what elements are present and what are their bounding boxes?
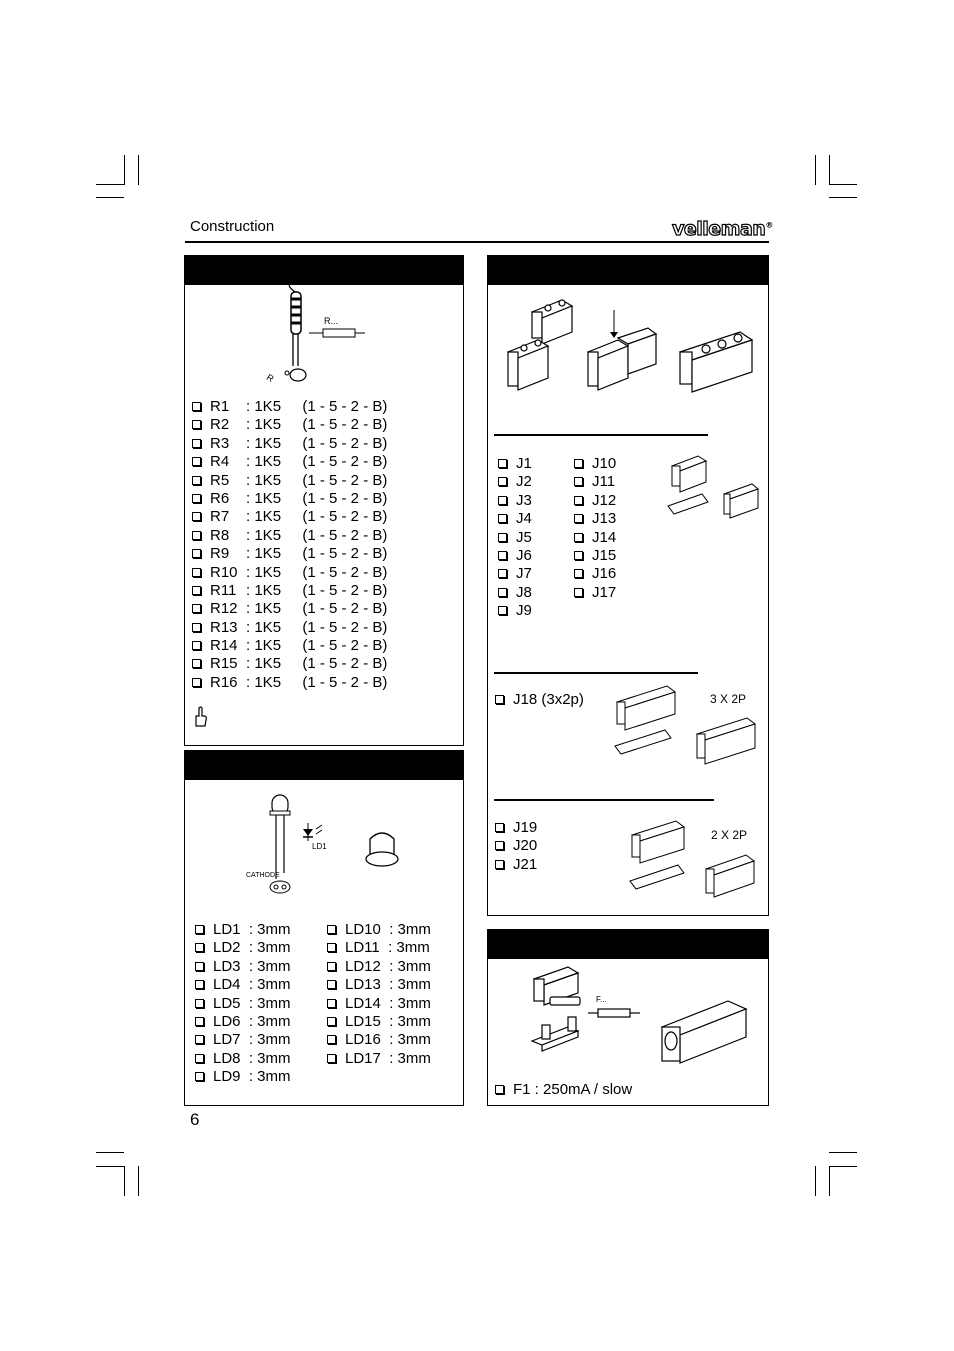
list-item	[192, 435, 387, 453]
checkbox[interactable]	[327, 943, 336, 952]
checkbox[interactable]	[195, 1072, 204, 1081]
checkbox[interactable]	[195, 943, 204, 952]
resistor-label-rotated: R	[264, 372, 276, 384]
page-number: 6	[190, 1110, 200, 1129]
checkbox[interactable]	[327, 1054, 336, 1063]
resistor-ref: R7	[210, 508, 234, 526]
crop-mark	[96, 1166, 124, 1167]
list-item	[192, 674, 387, 692]
checkbox[interactable]	[574, 533, 583, 542]
list-item	[192, 508, 387, 526]
led-panel	[184, 750, 464, 1106]
list-item	[574, 529, 616, 547]
resistor-value: 1K5	[254, 398, 282, 415]
checkbox[interactable]	[195, 999, 204, 1008]
led-list-col2	[327, 921, 431, 1068]
terminal-item: J17	[592, 583, 617, 601]
checkbox[interactable]	[195, 1035, 204, 1044]
fuse-panel	[487, 929, 769, 1106]
resistor-list	[192, 398, 387, 692]
terminal-item: J5	[516, 528, 532, 546]
resistor-value: 1K5	[254, 453, 282, 471]
led-item: LD5 : 3mm	[213, 994, 291, 1012]
list-item	[192, 582, 387, 600]
resistor-color-code: (1 - 5 - 2 - B)	[302, 416, 388, 434]
list-item	[192, 655, 387, 673]
section-divider	[494, 799, 714, 801]
panel-header-bar	[185, 256, 463, 285]
terminal-item: J3	[516, 491, 532, 509]
cathode-label: CATHODE	[246, 872, 280, 879]
list-item	[192, 416, 387, 434]
list-item	[327, 958, 431, 976]
led-label: LD1	[312, 842, 327, 851]
resistor-value: 1K5	[254, 508, 282, 526]
list-item	[574, 584, 616, 602]
checkbox[interactable]	[498, 514, 507, 523]
terminal-item: J11	[592, 473, 616, 491]
resistor-color-code: (1 - 5 - 2 - B)	[302, 508, 388, 526]
separator: :	[246, 673, 255, 691]
list-item	[498, 565, 532, 583]
checkbox[interactable]	[495, 823, 504, 832]
list-item	[498, 492, 532, 510]
terminal-item: J16	[592, 565, 617, 583]
resistor-ref: R16	[210, 673, 238, 691]
resistor-color-code: (1 - 5 - 2 - B)	[302, 637, 388, 655]
terminal-mount-diagram	[668, 452, 763, 527]
list-item	[495, 819, 537, 837]
list-item	[574, 510, 616, 528]
panel-header-bar	[185, 751, 463, 780]
checkbox[interactable]	[192, 512, 201, 521]
checkbox[interactable]	[574, 569, 583, 578]
resistor-value: 1K5	[254, 434, 282, 452]
section-divider	[494, 434, 708, 436]
resistor-ref: R15	[210, 655, 238, 673]
j19-note: 2 X 2P	[711, 828, 748, 842]
checkbox[interactable]	[192, 568, 201, 577]
panel-header-bar	[488, 256, 768, 285]
list-item	[192, 545, 387, 563]
terminal-panel	[487, 255, 769, 916]
checkbox[interactable]	[192, 623, 201, 632]
list-item	[327, 995, 431, 1013]
header-divider	[185, 241, 769, 243]
list-item	[498, 584, 532, 602]
crop-mark	[829, 155, 830, 185]
separator: :	[246, 453, 255, 471]
led-item: LD9 : 3mm	[213, 1068, 291, 1086]
resistor-ref: R1	[210, 398, 234, 415]
resistor-ref: R8	[210, 526, 234, 544]
list-item	[192, 398, 387, 416]
separator: :	[246, 398, 255, 415]
list-item	[495, 837, 537, 855]
separator: :	[246, 563, 255, 581]
checkbox[interactable]	[327, 1017, 336, 1026]
checkbox[interactable]	[574, 514, 583, 523]
checkbox[interactable]	[495, 860, 504, 869]
checkbox[interactable]	[498, 459, 507, 468]
list-item	[327, 1050, 431, 1068]
checkbox[interactable]	[192, 678, 201, 687]
checkbox[interactable]	[574, 588, 583, 597]
checkbox[interactable]	[192, 402, 201, 411]
led-diagram	[240, 783, 410, 898]
resistor-color-code: (1 - 5 - 2 - B)	[302, 434, 388, 452]
checkbox[interactable]	[574, 477, 583, 486]
crop-mark	[96, 1152, 124, 1153]
list-item	[195, 995, 291, 1013]
checkbox[interactable]	[192, 549, 201, 558]
fuse-diagram	[528, 965, 758, 1070]
checkbox[interactable]	[498, 496, 507, 505]
resistor-color-code: (1 - 5 - 2 - B)	[302, 398, 388, 415]
led-item: LD7 : 3mm	[213, 1031, 291, 1049]
checkbox[interactable]	[327, 962, 336, 971]
led-item: LD14 : 3mm	[345, 994, 431, 1012]
resistor-diagram	[265, 286, 375, 391]
crop-mark	[829, 197, 857, 198]
list-item	[195, 1050, 291, 1068]
checkbox[interactable]	[192, 604, 201, 613]
led-item: LD1 : 3mm	[213, 921, 291, 938]
list-item	[327, 939, 431, 957]
terminal-item: J14	[592, 528, 617, 546]
resistor-ref: R13	[210, 618, 238, 636]
resistor-color-code: (1 - 5 - 2 - B)	[302, 655, 388, 673]
fuse-label: F...	[596, 995, 607, 1004]
led-list-col1	[195, 921, 291, 1087]
checkbox[interactable]	[195, 925, 204, 934]
separator: :	[246, 489, 255, 507]
resistor-color-code: (1 - 5 - 2 - B)	[302, 600, 388, 618]
checkbox[interactable]	[574, 496, 583, 505]
list-item	[327, 976, 431, 994]
checkbox[interactable]	[498, 606, 507, 615]
resistor-value: 1K5	[254, 545, 282, 563]
resistor-ref: R2	[210, 416, 234, 434]
resistor-value: 1K5	[254, 581, 282, 599]
checkbox[interactable]	[498, 477, 507, 486]
resistor-value: 1K5	[254, 489, 282, 507]
terminal-item: J1	[516, 455, 532, 472]
crop-mark	[96, 197, 124, 198]
j19-21-list	[495, 819, 537, 874]
separator: :	[246, 508, 255, 526]
j18-list	[495, 691, 584, 709]
checkbox[interactable]	[498, 588, 507, 597]
terminal-item: J13	[592, 510, 617, 528]
separator: :	[246, 545, 255, 563]
crop-mark	[829, 1152, 857, 1153]
list-item	[192, 619, 387, 637]
terminal-item: J6	[516, 546, 532, 564]
checkbox[interactable]	[192, 494, 201, 503]
led-item: LD15 : 3mm	[345, 1012, 431, 1030]
resistor-color-code: (1 - 5 - 2 - B)	[302, 489, 388, 507]
led-item: LD8 : 3mm	[213, 1049, 291, 1067]
list-item	[192, 564, 387, 582]
checkbox[interactable]	[495, 1085, 504, 1094]
hand-pointer-icon	[193, 706, 209, 728]
resistor-label: R...	[324, 316, 339, 326]
list-item	[498, 510, 532, 528]
checkbox[interactable]	[192, 420, 201, 429]
resistor-value: 1K5	[254, 471, 282, 489]
led-item: LD2 : 3mm	[213, 939, 291, 957]
list-item	[574, 492, 616, 510]
list-item	[495, 856, 537, 874]
resistor-ref: R4	[210, 453, 234, 471]
checkbox[interactable]	[574, 459, 583, 468]
list-item	[195, 921, 291, 939]
list-item	[498, 455, 532, 473]
list-item	[327, 1031, 431, 1049]
page-title: Construction	[190, 218, 275, 235]
terminal-item: J12	[592, 491, 617, 509]
j18-note: 3 X 2P	[710, 692, 747, 706]
crop-mark	[815, 1166, 816, 1196]
terminal-block-diagram	[500, 292, 760, 404]
list-item	[574, 547, 616, 565]
checkbox[interactable]	[192, 641, 201, 650]
list-item	[574, 455, 616, 473]
terminal-item: J10	[592, 455, 617, 472]
terminal-list-col2	[574, 455, 616, 602]
led-item: LD17 : 3mm	[345, 1049, 431, 1067]
resistor-value: 1K5	[254, 416, 282, 434]
resistor-ref: R6	[210, 489, 234, 507]
resistor-ref: R12	[210, 600, 238, 618]
terminal-item: J19	[513, 819, 538, 836]
list-item	[498, 547, 532, 565]
resistor-color-code: (1 - 5 - 2 - B)	[302, 563, 388, 581]
list-item	[498, 473, 532, 491]
checkbox[interactable]	[327, 925, 336, 934]
resistor-color-code: (1 - 5 - 2 - B)	[302, 471, 388, 489]
terminal-item: J2	[516, 473, 532, 491]
list-item	[498, 529, 532, 547]
list-item	[195, 939, 291, 957]
separator: :	[246, 581, 255, 599]
led-item: LD12 : 3mm	[345, 957, 431, 975]
led-item: LD10 : 3mm	[345, 921, 431, 938]
resistor-value: 1K5	[254, 526, 282, 544]
list-item	[195, 958, 291, 976]
terminal-item: J7	[516, 565, 532, 583]
checkbox[interactable]	[574, 551, 583, 560]
list-item	[195, 976, 291, 994]
resistor-value: 1K5	[254, 637, 282, 655]
checkbox[interactable]	[495, 695, 504, 704]
crop-mark	[829, 184, 857, 185]
resistor-ref: R11	[210, 581, 237, 599]
j18-label: J18 (3x2p)	[513, 691, 584, 708]
led-item: LD13 : 3mm	[345, 976, 431, 994]
separator: :	[246, 637, 255, 655]
checkbox[interactable]	[495, 841, 504, 850]
resistor-color-code: (1 - 5 - 2 - B)	[302, 453, 388, 471]
separator: :	[246, 416, 255, 434]
fuse-item: F1 : 250mA / slow	[513, 1081, 633, 1098]
checkbox[interactable]	[192, 531, 201, 540]
list-item	[192, 490, 387, 508]
checkbox[interactable]	[195, 962, 204, 971]
terminal-item: J20	[513, 837, 538, 855]
list-item	[192, 527, 387, 545]
checkbox[interactable]	[192, 586, 201, 595]
resistor-color-code: (1 - 5 - 2 - B)	[302, 673, 388, 691]
checkbox[interactable]	[327, 980, 336, 989]
checkbox[interactable]	[498, 569, 507, 578]
separator: :	[246, 600, 255, 618]
fuse-list	[495, 1081, 632, 1099]
list-item	[192, 472, 387, 490]
terminal-list-col1	[498, 455, 532, 621]
crop-mark	[815, 155, 816, 185]
checkbox[interactable]	[327, 1035, 336, 1044]
terminal-item: J4	[516, 510, 532, 528]
led-item: LD3 : 3mm	[213, 957, 291, 975]
separator: :	[246, 526, 255, 544]
separator: :	[246, 471, 255, 489]
separator: :	[246, 618, 255, 636]
list-item	[574, 565, 616, 583]
led-item: LD6 : 3mm	[213, 1012, 291, 1030]
list-item	[192, 600, 387, 618]
resistor-color-code: (1 - 5 - 2 - B)	[302, 618, 388, 636]
resistor-value: 1K5	[254, 563, 282, 581]
resistor-ref: R14	[210, 637, 238, 655]
resistor-value: 1K5	[254, 673, 282, 691]
separator: :	[246, 434, 255, 452]
list-item	[195, 1068, 291, 1086]
terminal-item: J15	[592, 546, 617, 564]
crop-mark	[829, 1166, 857, 1167]
resistor-color-code: (1 - 5 - 2 - B)	[302, 581, 388, 599]
list-item	[327, 1013, 431, 1031]
resistor-ref: R9	[210, 545, 234, 563]
j19-diagram	[628, 821, 763, 907]
terminal-item: J8	[516, 583, 532, 601]
list-item	[195, 1031, 291, 1049]
resistor-color-code: (1 - 5 - 2 - B)	[302, 545, 388, 563]
resistor-panel	[184, 255, 464, 746]
checkbox[interactable]	[327, 999, 336, 1008]
led-item: LD16 : 3mm	[345, 1031, 431, 1049]
checkbox[interactable]	[195, 1017, 204, 1026]
checkbox[interactable]	[498, 533, 507, 542]
list-item	[195, 1013, 291, 1031]
separator: :	[246, 655, 255, 673]
checkbox[interactable]	[192, 457, 201, 466]
list-item	[192, 637, 387, 655]
panel-header-bar	[488, 930, 768, 959]
checkbox[interactable]	[498, 551, 507, 560]
resistor-value: 1K5	[254, 600, 282, 618]
crop-mark	[138, 155, 139, 185]
list-item	[192, 453, 387, 471]
checkbox[interactable]	[192, 476, 201, 485]
resistor-ref: R3	[210, 434, 234, 452]
checkbox[interactable]	[192, 439, 201, 448]
led-item: LD4 : 3mm	[213, 976, 291, 994]
resistor-ref: R5	[210, 471, 234, 489]
crop-mark	[124, 155, 125, 185]
list-item	[327, 921, 431, 939]
crop-mark	[138, 1166, 139, 1196]
led-item: LD11 : 3mm	[345, 939, 430, 957]
terminal-item: J9	[516, 602, 532, 620]
list-item	[574, 473, 616, 491]
crop-mark	[124, 1166, 125, 1196]
section-divider	[494, 672, 698, 674]
crop-mark	[829, 1166, 830, 1196]
list-item	[498, 602, 532, 620]
terminal-item: J21	[513, 855, 538, 873]
j18-diagram	[613, 684, 763, 770]
checkbox[interactable]	[192, 659, 201, 668]
crop-mark	[96, 184, 124, 185]
resistor-color-code: (1 - 5 - 2 - B)	[302, 526, 388, 544]
resistor-ref: R10	[210, 563, 238, 581]
brand-logo: velleman®	[672, 218, 773, 240]
checkbox[interactable]	[195, 1054, 204, 1063]
resistor-value: 1K5	[254, 618, 282, 636]
checkbox[interactable]	[195, 980, 204, 989]
resistor-value: 1K5	[254, 655, 282, 673]
